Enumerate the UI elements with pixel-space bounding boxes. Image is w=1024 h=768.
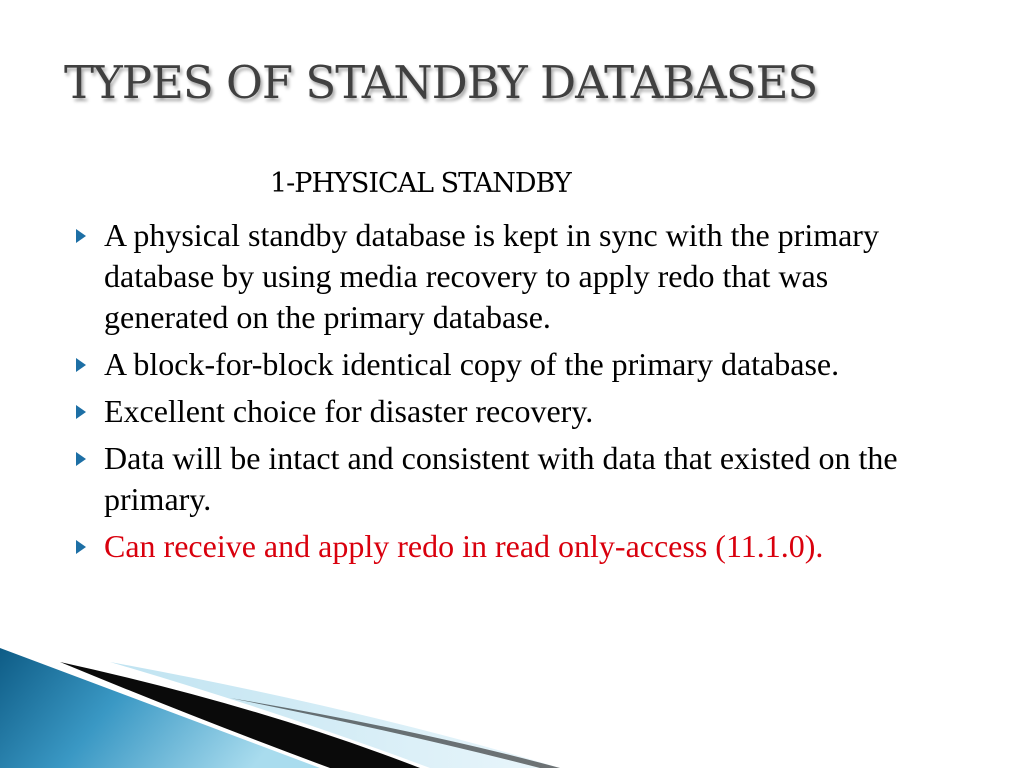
section-subtitle: 1-PHYSICAL STANDBY — [270, 168, 571, 199]
triangle-bullet-icon — [76, 540, 86, 554]
triangle-bullet-icon — [76, 405, 86, 419]
bullet-item-highlight — [76, 526, 936, 567]
bullet-text: A block-for-block identical copy of the primary database. — [104, 346, 840, 382]
triangle-bullet-icon — [76, 229, 86, 243]
bullet-text: Can receive and apply redo in read only-access (11.1.0). — [104, 528, 824, 564]
slide-title: TYPES OF STANDBY DATABASES — [64, 56, 818, 109]
triangle-bullet-icon — [76, 452, 86, 466]
bullet-item — [76, 438, 936, 520]
bullet-item — [76, 391, 936, 432]
bullet-text: Excellent choice for disaster recovery. — [104, 393, 594, 429]
bullet-text: Data will be intact and consistent with data that existed on the primary. — [104, 440, 898, 517]
bullet-item — [76, 344, 936, 385]
bullet-item — [76, 215, 936, 338]
bullet-list — [76, 215, 936, 573]
triangle-bullet-icon — [76, 358, 86, 372]
bullet-text: A physical standby database is kept in sync with the primary database by using media recovery to apply redo that was generated on the primary database. — [104, 217, 879, 335]
